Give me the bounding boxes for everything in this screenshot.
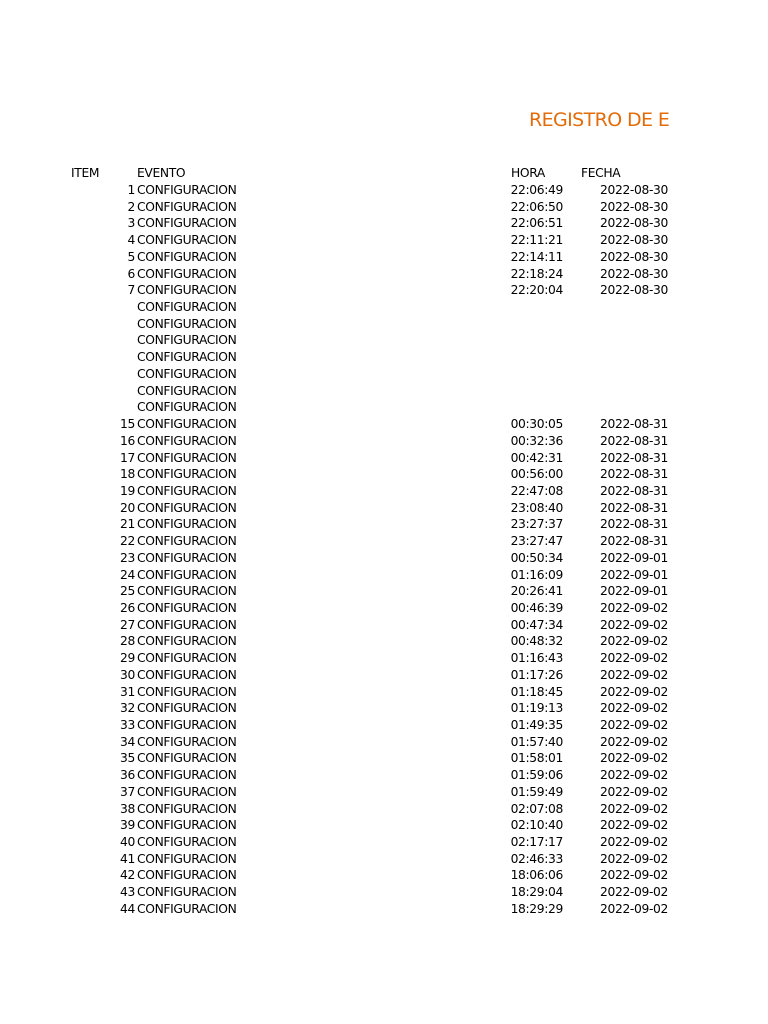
evento-cell: CONFIGURACION xyxy=(137,233,237,248)
table-row xyxy=(0,784,768,801)
table-row xyxy=(0,750,768,767)
table-row xyxy=(0,516,768,533)
fecha-cell: 2022-08-30 xyxy=(600,199,668,214)
table-row xyxy=(0,583,768,600)
table-row xyxy=(0,567,768,584)
hora-cell: 00:42:31 xyxy=(510,450,563,465)
fecha-cell: 2022-08-31 xyxy=(600,467,668,482)
hora-cell: 22:06:50 xyxy=(510,199,563,214)
hora-cell: 00:32:36 xyxy=(510,433,563,448)
evento-cell: CONFIGURACION xyxy=(137,868,237,883)
hora-cell: 20:26:41 xyxy=(510,584,563,599)
evento-cell: CONFIGURACION xyxy=(137,684,237,699)
item-cell: 18 xyxy=(120,467,135,482)
evento-cell: CONFIGURACION xyxy=(137,183,237,197)
hora-cell: 02:07:08 xyxy=(510,801,563,816)
table-row xyxy=(0,399,768,416)
table-row xyxy=(0,767,768,784)
evento-cell: CONFIGURACION xyxy=(137,901,237,916)
fecha-cell: 2022-09-02 xyxy=(600,784,668,799)
hora-cell: 22:47:08 xyxy=(510,483,563,498)
item-cell: 1 xyxy=(127,183,135,197)
table-row xyxy=(0,182,768,199)
fecha-cell: 2022-09-02 xyxy=(600,868,668,883)
fecha-cell: 2022-09-02 xyxy=(600,701,668,716)
table-row xyxy=(0,633,768,650)
item-cell: 38 xyxy=(120,801,135,816)
fecha-cell: 2022-08-30 xyxy=(600,249,668,264)
evento-cell: CONFIGURACION xyxy=(137,651,237,666)
fecha-cell: 2022-09-01 xyxy=(600,584,668,599)
item-cell: 22 xyxy=(120,534,135,549)
table-row xyxy=(0,717,768,734)
evento-cell: CONFIGURACION xyxy=(137,266,237,281)
evento-cell: CONFIGURACION xyxy=(137,701,237,716)
table-row xyxy=(0,199,768,216)
evento-cell: CONFIGURACION xyxy=(137,216,237,231)
fecha-cell: 2022-09-01 xyxy=(600,550,668,565)
hora-cell: 01:49:35 xyxy=(510,718,563,732)
item-cell: 16 xyxy=(120,433,135,448)
item-cell: 34 xyxy=(120,734,135,749)
hora-cell: 00:50:34 xyxy=(510,550,563,565)
fecha-cell: 2022-09-02 xyxy=(600,734,668,749)
evento-cell: CONFIGURACION xyxy=(137,751,237,766)
hora-cell: 22:06:51 xyxy=(510,216,563,231)
table-row xyxy=(0,801,768,818)
evento-cell: CONFIGURACION xyxy=(137,333,237,348)
table-row xyxy=(0,450,768,467)
item-cell: 27 xyxy=(120,617,135,632)
table-row xyxy=(0,700,768,717)
item-cell: 29 xyxy=(120,651,135,666)
evento-cell: CONFIGURACION xyxy=(137,617,237,632)
table-row xyxy=(0,500,768,517)
evento-cell: CONFIGURACION xyxy=(137,534,237,549)
evento-cell: CONFIGURACION xyxy=(137,734,237,749)
evento-cell: CONFIGURACION xyxy=(137,550,237,565)
item-cell: 15 xyxy=(120,417,135,432)
evento-cell: CONFIGURACION xyxy=(137,249,237,264)
fecha-cell: 2022-08-30 xyxy=(600,283,668,298)
evento-cell: CONFIGURACION xyxy=(137,350,237,365)
evento-cell: CONFIGURACION xyxy=(137,417,237,432)
fecha-cell: 2022-09-02 xyxy=(600,801,668,816)
item-cell: 2 xyxy=(127,199,135,214)
item-cell: 31 xyxy=(120,684,135,699)
item-cell: 36 xyxy=(120,768,135,783)
item-cell: 19 xyxy=(120,483,135,498)
item-cell: 42 xyxy=(120,868,135,883)
evento-cell: CONFIGURACION xyxy=(137,801,237,816)
item-cell: 7 xyxy=(127,283,135,298)
item-cell: 44 xyxy=(120,901,135,916)
item-cell: 37 xyxy=(120,784,135,799)
fecha-cell: 2022-09-02 xyxy=(600,600,668,615)
fecha-cell: 2022-08-31 xyxy=(600,417,668,432)
fecha-cell: 2022-08-30 xyxy=(600,266,668,281)
fecha-cell: 2022-09-02 xyxy=(600,818,668,833)
table-row xyxy=(0,734,768,751)
fecha-cell: 2022-09-02 xyxy=(600,617,668,632)
fecha-cell: 2022-09-02 xyxy=(600,718,668,732)
evento-cell: CONFIGURACION xyxy=(137,584,237,599)
fecha-cell: 2022-09-02 xyxy=(600,651,668,666)
item-cell: 5 xyxy=(127,249,135,264)
fecha-cell: 2022-09-02 xyxy=(600,684,668,699)
table-row xyxy=(0,817,768,834)
table-row xyxy=(0,901,768,918)
evento-cell: CONFIGURACION xyxy=(137,450,237,465)
hora-cell: 00:30:05 xyxy=(510,417,563,432)
hora-cell: 22:18:24 xyxy=(510,266,563,281)
hora-cell: 02:17:17 xyxy=(510,835,563,850)
fecha-cell: 2022-08-31 xyxy=(600,483,668,498)
hora-cell: 01:59:49 xyxy=(510,784,563,799)
evento-cell: CONFIGURACION xyxy=(137,768,237,783)
table-row xyxy=(0,383,768,400)
hora-cell: 22:06:49 xyxy=(510,183,563,197)
item-cell: 32 xyxy=(120,701,135,716)
table-row xyxy=(0,617,768,634)
fecha-cell: 2022-08-30 xyxy=(600,233,668,248)
fecha-cell: 2022-09-02 xyxy=(600,851,668,866)
hora-cell: 02:10:40 xyxy=(510,818,563,833)
table-row xyxy=(0,884,768,901)
table-row xyxy=(0,667,768,684)
evento-cell: CONFIGURACION xyxy=(137,718,237,732)
fecha-cell: 2022-09-02 xyxy=(600,768,668,783)
item-cell: 6 xyxy=(127,266,135,281)
table-row xyxy=(0,684,768,701)
hora-cell: 02:46:33 xyxy=(510,851,563,866)
hora-cell: 01:16:43 xyxy=(510,651,563,666)
hora-cell: 00:47:34 xyxy=(510,617,563,632)
fecha-cell: 2022-08-30 xyxy=(600,216,668,231)
hora-cell: 23:27:37 xyxy=(510,517,563,532)
table-row xyxy=(0,316,768,333)
evento-cell: CONFIGURACION xyxy=(137,467,237,482)
fecha-cell: 2022-08-31 xyxy=(600,450,668,465)
fecha-cell: 2022-09-02 xyxy=(600,751,668,766)
table-row xyxy=(0,232,768,249)
evento-cell: CONFIGURACION xyxy=(137,366,237,381)
table-row xyxy=(0,332,768,349)
item-cell: 39 xyxy=(120,818,135,833)
table-row xyxy=(0,299,768,316)
hora-cell: 01:18:45 xyxy=(510,684,563,699)
evento-cell: CONFIGURACION xyxy=(137,600,237,615)
table-row xyxy=(0,215,768,232)
evento-cell: CONFIGURACION xyxy=(137,400,237,415)
table-row xyxy=(0,867,768,884)
hora-cell: 01:17:26 xyxy=(510,667,563,682)
evento-cell: CONFIGURACION xyxy=(137,433,237,448)
fecha-cell: 2022-09-02 xyxy=(600,885,668,900)
evento-cell: CONFIGURACION xyxy=(137,300,237,315)
table-row xyxy=(0,282,768,299)
fecha-cell: 2022-08-31 xyxy=(600,500,668,515)
fecha-cell: 2022-08-31 xyxy=(600,534,668,549)
event-table-body xyxy=(0,182,768,918)
item-cell: 40 xyxy=(120,835,135,850)
item-cell: 30 xyxy=(120,667,135,682)
sheet-title: REGISTRO DE E xyxy=(529,109,670,131)
hora-cell: 23:27:47 xyxy=(510,534,563,549)
table-row xyxy=(0,466,768,483)
evento-cell: CONFIGURACION xyxy=(137,316,237,331)
evento-cell: CONFIGURACION xyxy=(137,667,237,682)
hora-cell: 01:58:01 xyxy=(510,751,563,766)
fecha-cell: 2022-09-02 xyxy=(600,667,668,682)
evento-cell: CONFIGURACION xyxy=(137,851,237,866)
item-cell: 24 xyxy=(120,567,135,582)
evento-cell: CONFIGURACION xyxy=(137,835,237,850)
table-row xyxy=(0,834,768,851)
item-cell: 28 xyxy=(120,634,135,649)
evento-cell: CONFIGURACION xyxy=(137,517,237,532)
header-item: ITEM xyxy=(71,166,100,180)
item-cell: 21 xyxy=(120,517,135,532)
hora-cell: 01:59:06 xyxy=(510,768,563,783)
evento-cell: CONFIGURACION xyxy=(137,784,237,799)
item-cell: 17 xyxy=(120,450,135,465)
table-row xyxy=(0,600,768,617)
fecha-cell: 2022-08-31 xyxy=(600,517,668,532)
fecha-cell: 2022-08-30 xyxy=(600,183,668,197)
hora-cell: 23:08:40 xyxy=(510,500,563,515)
item-cell: 43 xyxy=(120,885,135,900)
item-cell: 35 xyxy=(120,751,135,766)
item-cell: 26 xyxy=(120,600,135,615)
hora-cell: 22:14:11 xyxy=(510,249,563,264)
item-cell: 3 xyxy=(127,216,135,231)
hora-cell: 18:29:29 xyxy=(510,901,563,916)
fecha-cell: 2022-09-02 xyxy=(600,634,668,649)
table-row xyxy=(0,650,768,667)
table-row xyxy=(0,533,768,550)
fecha-cell: 2022-09-02 xyxy=(600,901,668,916)
table-row xyxy=(0,349,768,366)
table-row xyxy=(0,483,768,500)
table-row xyxy=(0,851,768,868)
evento-cell: CONFIGURACION xyxy=(137,885,237,900)
item-cell: 23 xyxy=(120,550,135,565)
hora-cell: 01:19:13 xyxy=(510,701,563,716)
hora-cell: 01:16:09 xyxy=(510,567,563,582)
fecha-cell: 2022-08-31 xyxy=(600,433,668,448)
item-cell: 41 xyxy=(120,851,135,866)
hora-cell: 18:29:04 xyxy=(510,885,563,900)
fecha-cell: 2022-09-02 xyxy=(600,835,668,850)
table-row xyxy=(0,266,768,283)
evento-cell: CONFIGURACION xyxy=(137,383,237,398)
table-row xyxy=(0,366,768,383)
evento-cell: CONFIGURACION xyxy=(137,199,237,214)
hora-cell: 01:57:40 xyxy=(510,734,563,749)
hora-cell: 00:56:00 xyxy=(510,467,563,482)
table-row xyxy=(0,433,768,450)
evento-cell: CONFIGURACION xyxy=(137,500,237,515)
table-row xyxy=(0,416,768,433)
evento-cell: CONFIGURACION xyxy=(137,483,237,498)
hora-cell: 00:48:32 xyxy=(510,634,563,649)
header-evento: EVENTO xyxy=(137,166,186,180)
header-fecha: FECHA xyxy=(581,166,621,180)
item-cell: 4 xyxy=(127,233,135,248)
item-cell: 25 xyxy=(120,584,135,599)
hora-cell: 18:06:06 xyxy=(510,868,563,883)
header-hora: HORA xyxy=(511,166,545,180)
item-cell: 33 xyxy=(120,718,135,732)
hora-cell: 22:20:04 xyxy=(510,283,563,298)
table-row xyxy=(0,550,768,567)
item-cell: 20 xyxy=(120,500,135,515)
hora-cell: 22:11:21 xyxy=(510,233,563,248)
table-row xyxy=(0,249,768,266)
fecha-cell: 2022-09-01 xyxy=(600,567,668,582)
evento-cell: CONFIGURACION xyxy=(137,283,237,298)
hora-cell: 00:46:39 xyxy=(510,600,563,615)
evento-cell: CONFIGURACION xyxy=(137,567,237,582)
evento-cell: CONFIGURACION xyxy=(137,634,237,649)
evento-cell: CONFIGURACION xyxy=(137,818,237,833)
